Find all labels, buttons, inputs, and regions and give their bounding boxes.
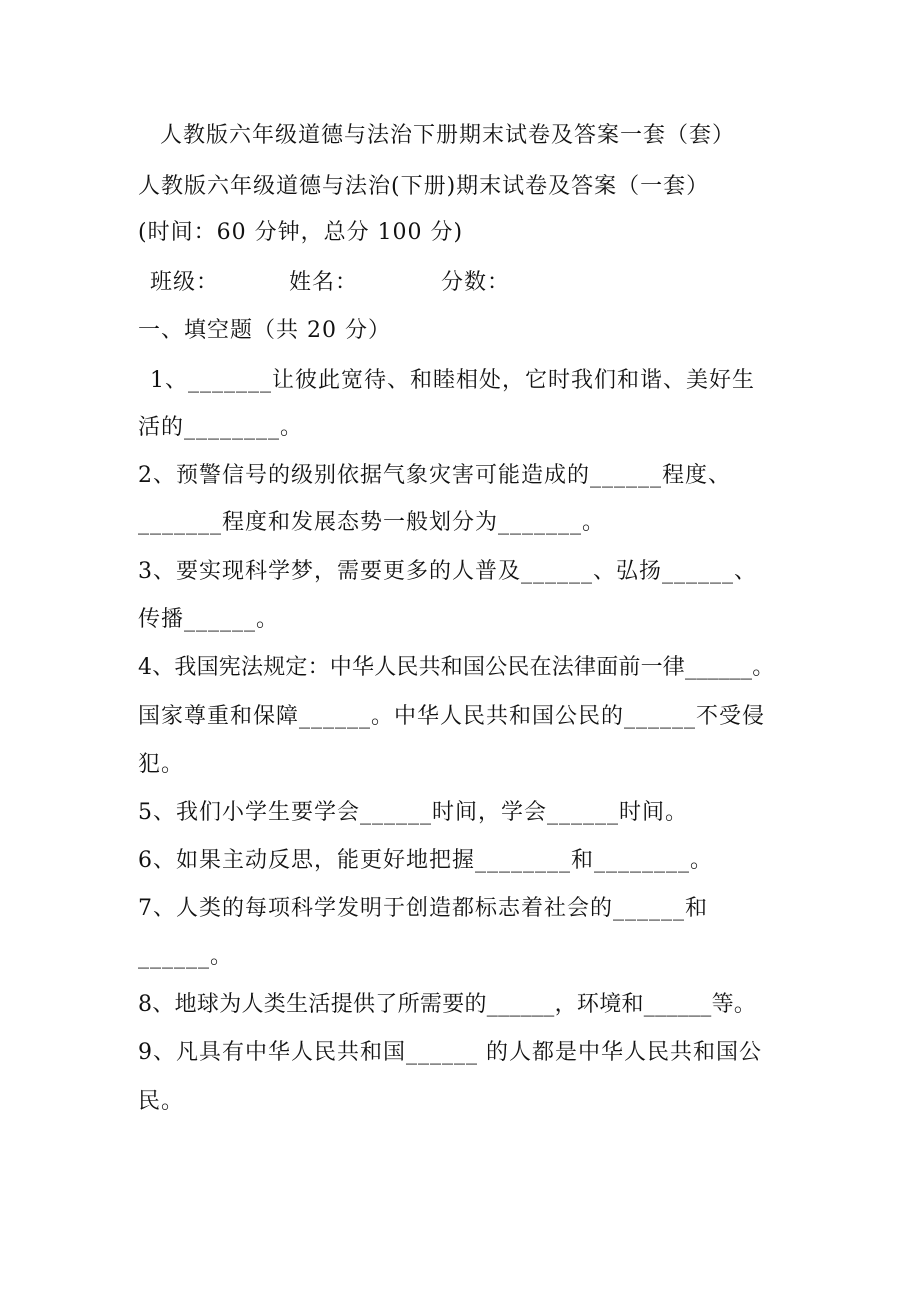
score-label: 分数： — [441, 270, 511, 295]
document-title: 人教版六年级道德与法治下册期末试卷及答案一套（套） — [160, 123, 736, 148]
question-line: 国家尊重和保障______。中华人民共和国公民的______不受侵 — [138, 704, 766, 729]
question-line: 6、如果主动反思，能更好地把握________和________。 — [138, 848, 713, 873]
question-line: 7、人类的每项科学发明于创造都标志着社会的______和 — [138, 896, 708, 921]
question-line: 传播______。 — [138, 607, 280, 632]
question-line: 5、我们小学生要学会______时间，学会______时间。 — [138, 800, 688, 825]
question-line: 活的________。 — [138, 415, 304, 440]
document-subtitle: 人教版六年级道德与法治(下册)期末试卷及答案（一套） — [138, 174, 710, 199]
question-line: 3、要实现科学梦，需要更多的人普及______、弘扬______、 — [138, 559, 757, 584]
question-line: _______程度和发展态势一般划分为_______。 — [138, 510, 606, 535]
question-line: 9、凡具有中华人民共和国______ 的人都是中华人民共和国公 — [138, 1040, 762, 1065]
question-line: 民。 — [138, 1089, 185, 1114]
question-line: ______。 — [138, 944, 234, 969]
question-line: 1、_______让彼此宽待、和睦相处，它时我们和谐、美好生 — [150, 368, 755, 393]
name-label: 姓名： — [289, 270, 359, 295]
class-label: 班级： — [150, 270, 220, 295]
time-info: (时间：60 分钟，总分 100 分) — [138, 220, 464, 245]
question-line: 2、预警信号的级别依据气象灾害可能造成的______程度、 — [138, 463, 731, 488]
section-title: 一、填空题（共 20 分） — [138, 318, 391, 343]
question-line: 4、我国宪法规定：中华人民共和国公民在法律面前一律______。 — [138, 655, 775, 680]
question-line: 8、地球为人类生活提供了所需要的______，环境和______等。 — [138, 992, 757, 1017]
question-line: 犯。 — [138, 752, 185, 777]
